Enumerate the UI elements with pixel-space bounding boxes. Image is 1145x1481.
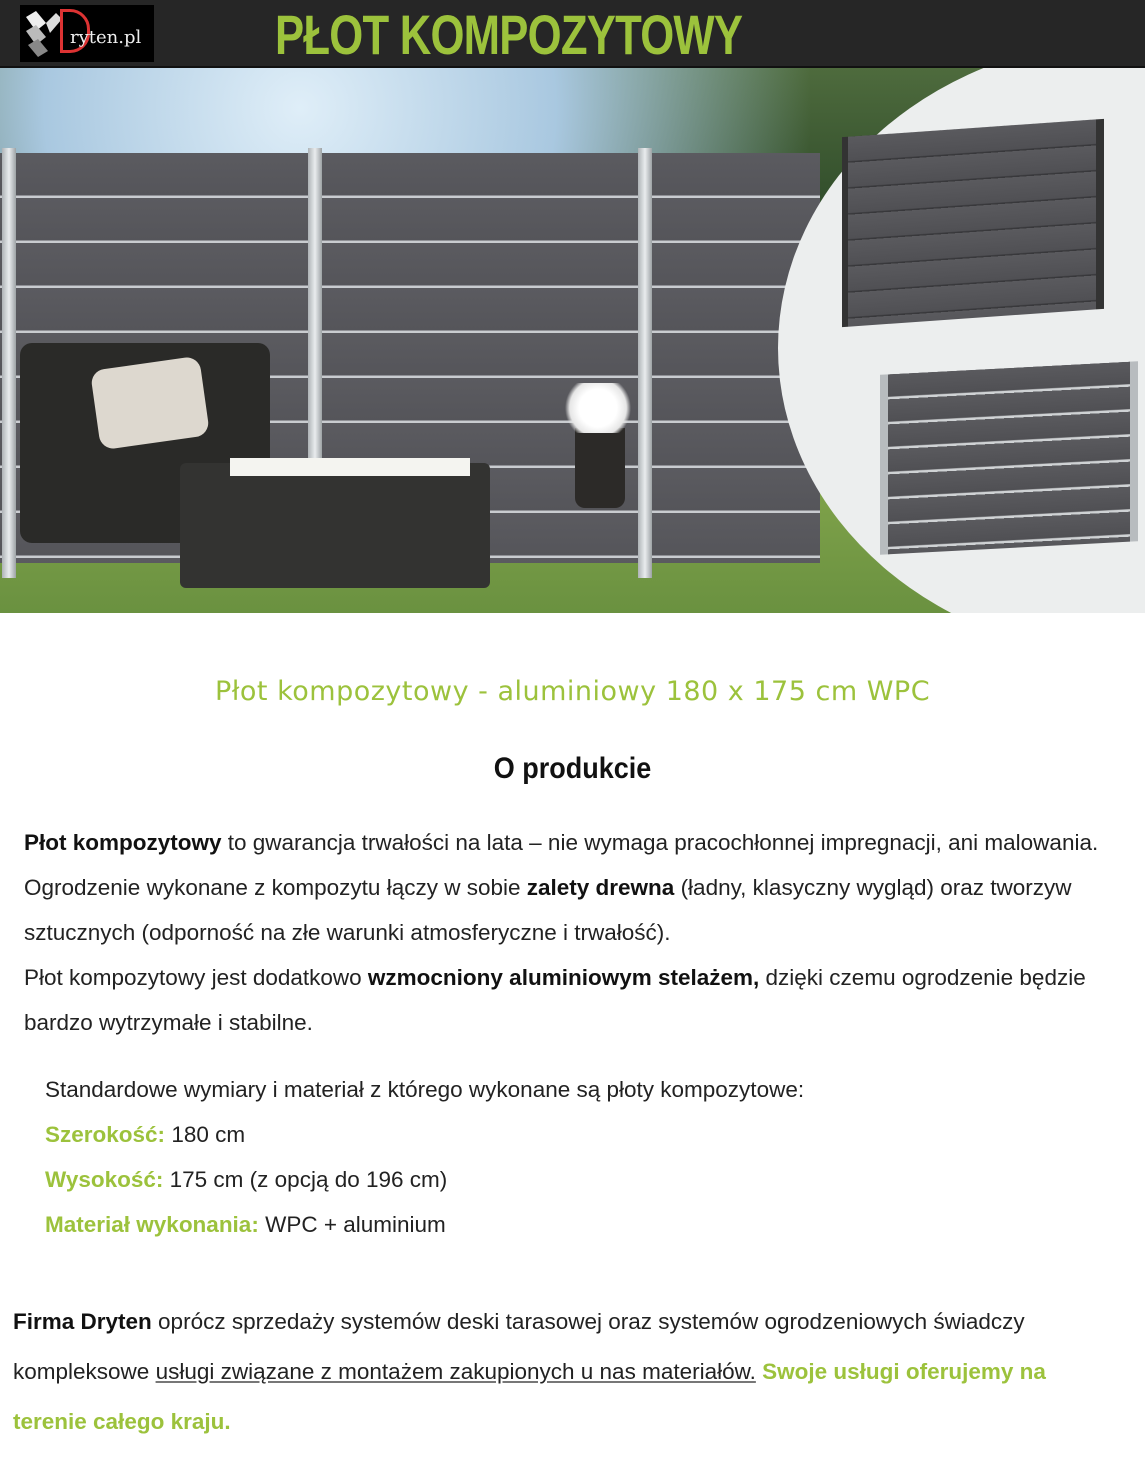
text: Płot kompozytowy jest dodatkowo [24, 965, 368, 990]
text: to gwarancja trwałości na lata – nie wymaga pracochłonnej impregnacji, ani malowania. Ogrodzenie wykonane z kompozytu łączy w sobie [24, 830, 1099, 900]
flower-pot [575, 428, 625, 508]
spec-label: Wysokość: [45, 1167, 164, 1192]
header-banner [0, 0, 1145, 68]
logo[interactable] [20, 5, 154, 62]
bold-text: Płot kompozytowy [24, 830, 222, 855]
cushion [90, 356, 210, 451]
text: kompleksowe [13, 1359, 156, 1384]
product-description [24, 820, 1134, 1045]
text: oprócz sprzedaży systemów deski tarasowej oraz systemów ogrodzeniowych świadczy [151, 1309, 1025, 1334]
spec-value: 175 cm (z opcją do 196 cm) [163, 1167, 448, 1192]
text: (ładny, klasyczny wygląd) oraz tworzyw sztucznych (odporność na złe warunki atmosferyczne i trwałość). [24, 875, 1072, 945]
text: dzięki czemu ogrodzenie będzie bardzo wytrzymałe i stabilne. [24, 965, 1086, 1035]
company-info [13, 1297, 1145, 1447]
services-link[interactable]: usługi związane z montażem zakupionych u nas materiałów. [155, 1359, 756, 1384]
section-title: O produkcie [493, 752, 652, 785]
spec-label: Szerokość: [45, 1122, 166, 1147]
highlight-text: terenie całego kraju. [13, 1409, 231, 1434]
fence-panel-aluminium [880, 361, 1138, 555]
flowers [558, 383, 638, 433]
hero-image [0, 68, 1145, 613]
spec-value: 180 cm [165, 1122, 246, 1147]
spec-width [45, 1112, 804, 1157]
logo-tiles-icon [24, 9, 64, 59]
bold-text: zalety drewna [526, 875, 675, 900]
specs-list [45, 1067, 804, 1247]
fence-post [638, 148, 652, 578]
spec-value: WPC + aluminium [258, 1212, 446, 1237]
company-name: Firma Dryten [13, 1309, 152, 1334]
page-title: PŁOT KOMPOZYTOWY [275, 3, 743, 66]
spec-height [45, 1157, 804, 1202]
spec-material [45, 1202, 804, 1247]
product-subtitle: Płot kompozytowy - aluminiowy 180 x 175 cm WPC [214, 676, 931, 707]
fence-panel-dark [842, 119, 1104, 327]
specs-intro: Standardowe wymiary i materiał z którego wykonane są płoty kompozytowe: [45, 1077, 805, 1102]
highlight-text: Swoje usługi oferujemy na [755, 1359, 1046, 1384]
bold-text: wzmocniony aluminiowym stelażem, [367, 965, 760, 990]
fence-post [2, 148, 16, 578]
wicker-table [180, 463, 490, 588]
logo-text: ryten.pl [70, 27, 142, 48]
spec-label: Materiał wykonania: [45, 1212, 259, 1237]
table-top [230, 458, 470, 476]
